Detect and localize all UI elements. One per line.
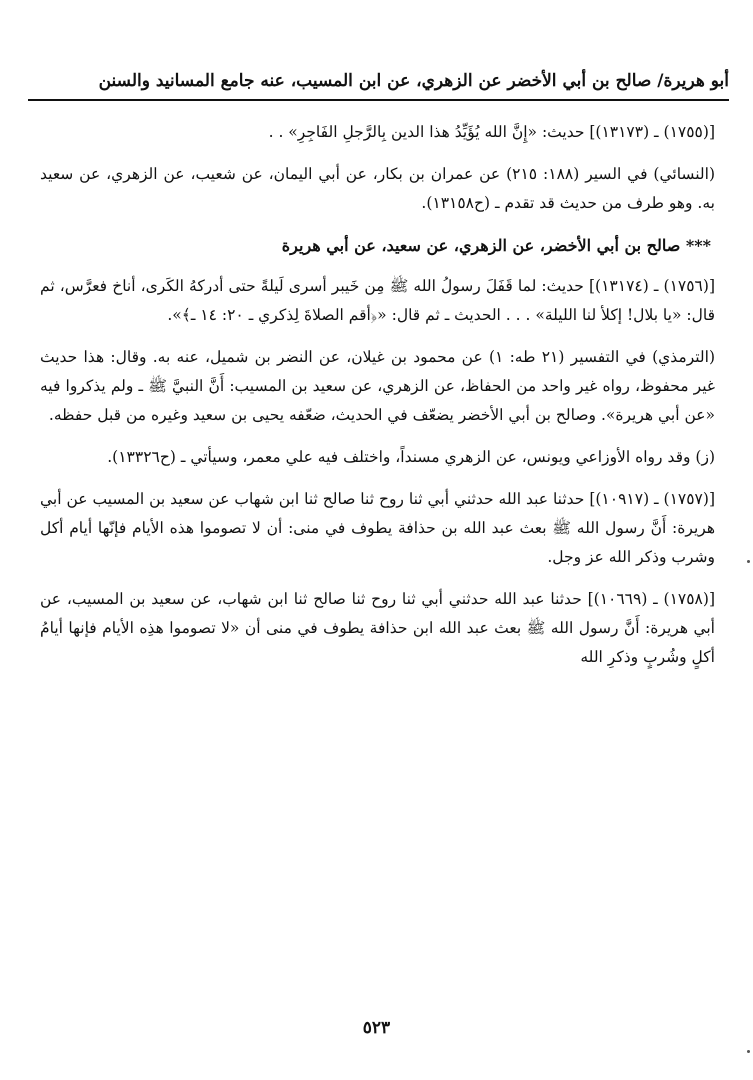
scan-speck: [747, 1050, 750, 1053]
hadith-1757: [(١٧٥٧) ـ (١٠٩١٧)] حدثنا عبد الله حدثني أبي ثنا روح ثنا صالح ثنا ابن شهاب عن سعيد بن المسيب عن أبي هريرة: أَنَّ رسول الله ﷺ بعث عبد الله بن حذافة يطوف في منى: أن لا تصوموا هذه الأيام فإنّها أيام أكل وشرب وذكر الله عز وجل.: [40, 490, 715, 566]
commentary-nasai: (النسائي) في السير (١٨٨: ٢١٥) عن عمران بن بكار، عن أبي اليمان، عن شعيب، عن الزهري، عن سعيد به. وهو طرف من حديث قد تقدم ـ (ح١٣١٥٨).: [40, 165, 716, 212]
header-divider: [28, 99, 729, 101]
hadith-1755: [(١٧٥٥) ـ (١٣١٧٣)] حديث: «إِنَّ الله يُؤَيِّدُ هذا الدين بِالرَّجلِ الفَاجِرِ» . .: [268, 123, 715, 141]
scan-speck: [747, 560, 750, 563]
commentary-tirmidhi: (الترمذي) في التفسير (٢١ طه: ١) عن محمود بن غيلان، عن النضر بن شميل، عنه به. وقال: هذا حديث غير محفوظ، رواه غير واحد من الحفاظ، عن الزهري، عن سعيد بن المسيب: أَنَّ النبيَّ ﷺ ـ ولم يذكروا فيه «عن أبي هريرة». وصالح بن أبي الأخضر يضعّف في الحديث، ضعّفه يحيى بن سعيد وغيره من قبل حفظه.: [40, 348, 716, 424]
hadith-1756: [(١٧٥٦) ـ (١٣١٧٤)] حديث: لما قَفَلَ رسولُ الله ﷺ مِن خَيبر أسرى لَيلةً حتى أدركهُ الكَرى، أناخ فعرَّس، ثم قال: «يا بلال! إكلأ لنا الليلة» . . . الحديث ـ ثم قال: «﴿أقم الصلاةَ لِذكري ـ ٢٠: ١٤ ـ﴾».: [40, 277, 715, 324]
section-heading: *** صالح بن أبي الأخضر، عن الزهري، عن سعيد، عن أبي هريرة: [281, 236, 711, 255]
commentary-zawaid: (ز) وقد رواه الأوزاعي ويونس، عن الزهري مسنداً، واختلف فيه علي معمر، وسيأتي ـ (ح١٣٣٢٦).: [107, 448, 715, 466]
running-title: أبو هريرة/ صالح بن أبي الأخضر عن الزهري، عن ابن المسيب، عنه جامع المسانيد والسنن: [98, 71, 729, 91]
page-body: [40, 118, 715, 685]
page-number: ٥٢٣: [362, 1018, 391, 1038]
running-header: [28, 68, 729, 94]
hadith-1758: [(١٧٥٨) ـ (١٠٦٦٩)] حدثنا عبد الله حدثني أبي ثنا روح ثنا صالح ثنا ابن شهاب، عن سعيد بن المسيب، عن أبي هريرة: أَنَّ رسول الله ﷺ بعث عبد الله ابن حذافة يطوف في منى أن «لا تصوموا هذِه الأيام فإنها أيامُ أكلٍ وشُربٍ وذكرِ الله: [40, 590, 715, 666]
